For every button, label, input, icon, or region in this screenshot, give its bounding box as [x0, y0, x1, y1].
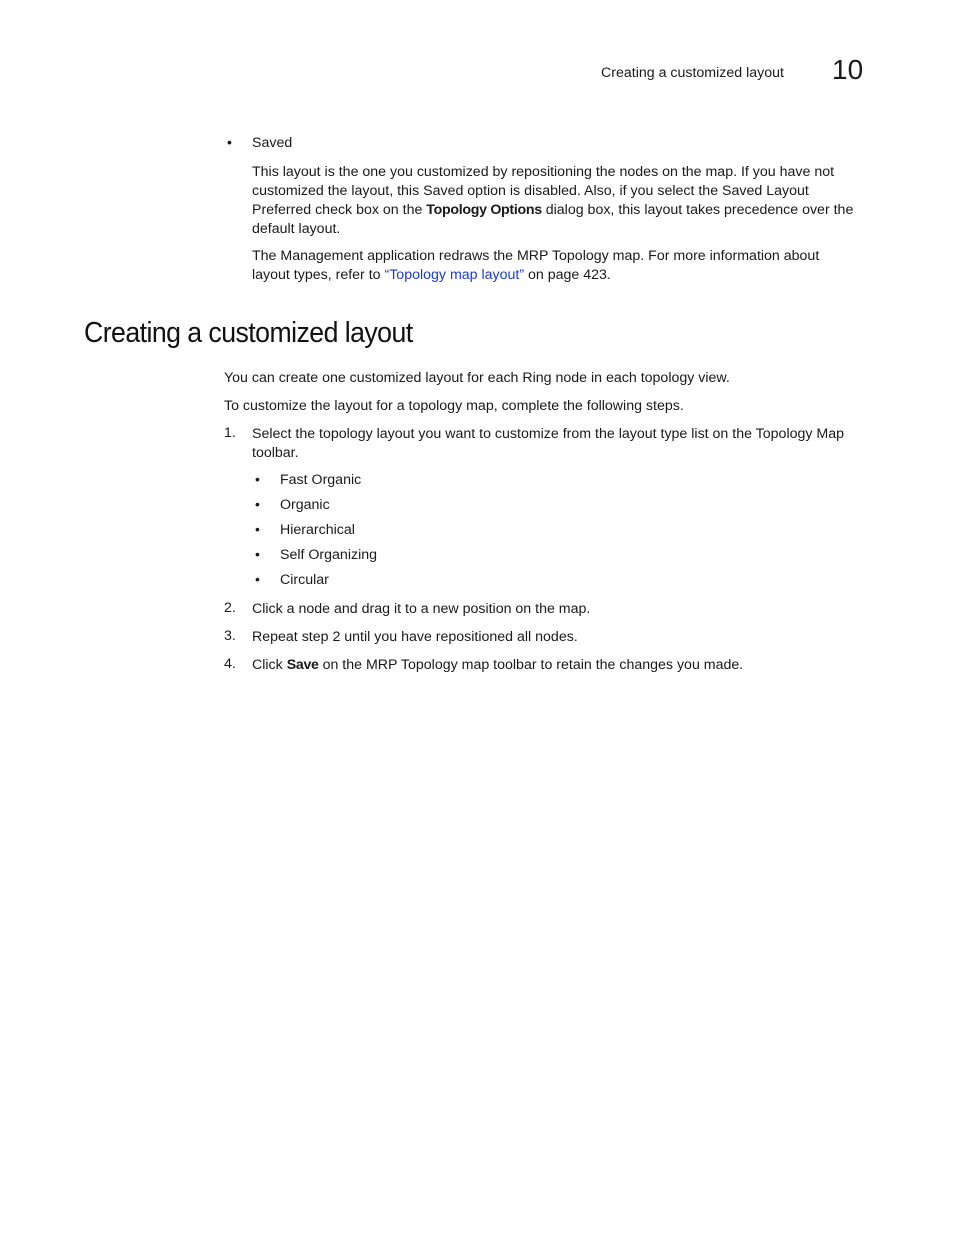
bullet-icon: •	[255, 471, 260, 487]
intro-paragraph: You can create one customized layout for each Ring node in each topology view.	[224, 370, 730, 386]
text-run: on page 423.	[524, 267, 611, 283]
bullet-icon: •	[255, 496, 260, 512]
saved-description	[252, 163, 853, 239]
layout-type-item: Hierarchical	[280, 522, 355, 538]
layout-type-item: Self Organizing	[280, 547, 377, 563]
text-run: dialog box, this layout takes precedence over the	[541, 202, 854, 218]
redraw-line	[252, 266, 819, 285]
text-run: Click	[252, 657, 287, 673]
redraw-line: The Management application redraws the MRP Topology map. For more information about	[252, 248, 820, 264]
step-text	[252, 656, 743, 675]
topology-map-layout-link[interactable]: “Topology map layout”	[384, 267, 525, 283]
saved-description-line: default layout.	[252, 221, 341, 237]
bullet-icon: •	[227, 134, 232, 150]
step-number: 3.	[224, 628, 236, 644]
text-run: layout types, refer to	[252, 267, 385, 283]
saved-description-line	[252, 201, 853, 220]
layout-type-item: Organic	[280, 497, 330, 513]
layout-type-item: Fast Organic	[280, 472, 362, 488]
text-run: Preferred check box on the	[252, 202, 427, 218]
step-text: Repeat step 2 until you have repositioned all nodes.	[252, 629, 578, 645]
step-number: 4.	[224, 656, 236, 672]
save-ui-term: Save	[286, 657, 319, 673]
step-line: toolbar.	[252, 445, 299, 461]
chapter-number: 10	[832, 54, 864, 85]
redraw-paragraph	[252, 247, 819, 285]
topology-options-ui-term: Topology Options	[426, 202, 542, 218]
step-number: 2.	[224, 600, 236, 616]
step-text	[252, 425, 844, 463]
layout-type-item: Circular	[280, 572, 329, 588]
text-run: on the MRP Topology map toolbar to retain the changes you made.	[318, 657, 744, 673]
step-line: Select the topology layout you want to customize from the layout type list on the Topology Map	[252, 426, 845, 442]
bullet-icon: •	[255, 571, 260, 587]
saved-description-line: customized the layout, this Saved option is disabled. Also, if you select the Saved Layout	[252, 183, 809, 199]
bullet-icon: •	[255, 521, 260, 537]
intro-paragraph: To customize the layout for a topology map, complete the following steps.	[224, 398, 684, 414]
step-text: Click a node and drag it to a new position on the map.	[252, 601, 591, 617]
running-header-title: Creating a customized layout	[601, 65, 784, 81]
step-number: 1.	[224, 425, 236, 441]
section-heading: Creating a customized layout	[84, 317, 413, 349]
saved-item-label: Saved	[252, 135, 293, 151]
bullet-icon: •	[255, 546, 260, 562]
saved-description-line: This layout is the one you customized by repositioning the nodes on the map. If you have not	[252, 164, 835, 180]
